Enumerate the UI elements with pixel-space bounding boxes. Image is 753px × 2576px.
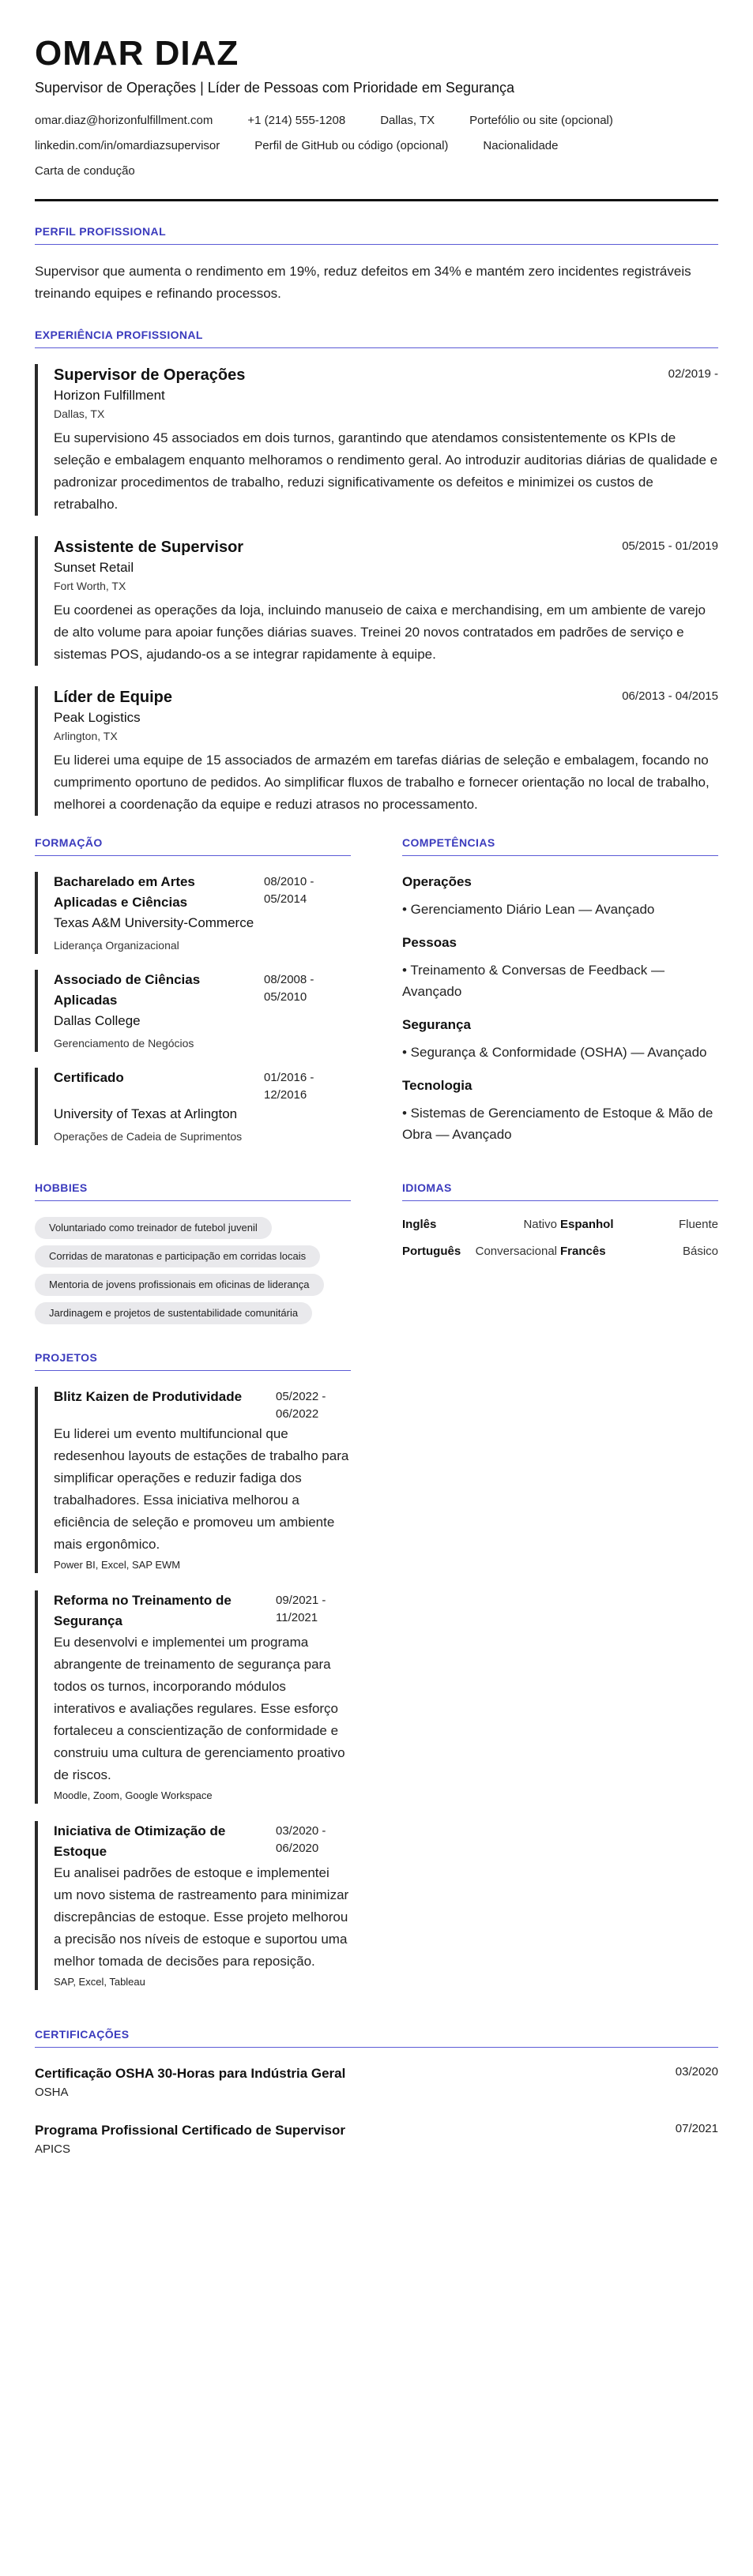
section-title: PROJETOS (35, 1351, 351, 1371)
contact-email[interactable]: omar.diaz@horizonfulfillment.com (35, 114, 213, 127)
headline: Supervisor de Operações | Líder de Pessoas com Prioridade em Segurança (35, 80, 514, 96)
project-dates: 03/2020 - 06/2020 (276, 1824, 326, 1855)
language-item (560, 1217, 718, 1233)
contact-drivers-license: Carta de condução (35, 164, 135, 178)
language-level: Conversacional (475, 1245, 557, 1258)
degree-title: Bacharelado em Artes Aplicadas e Ciências (54, 874, 195, 910)
certification-issuer: OSHA (35, 2086, 69, 2099)
education-dates: 08/2010 - 05/2014 (264, 875, 314, 906)
education-dates: 01/2016 - 12/2016 (264, 1071, 314, 1102)
job-dates: 06/2013 - 04/2015 (622, 689, 718, 703)
company-name: Sunset Retail (54, 560, 134, 575)
language-name: Inglês (402, 1218, 437, 1231)
education-dates: 08/2008 - 05/2010 (264, 973, 314, 1004)
project-description: Eu analisei padrões de estoque e implementei um novo sistema de rastreamento para minimizar discrepâncias de estoque. Esse projeto melhorou a precisão nos níveis de estoque e suportou uma melhor tomada de decisões para reposição. (54, 1865, 349, 1969)
field-of-study: Operações de Cadeia de Suprimentos (54, 1130, 243, 1143)
education-entry (35, 872, 351, 954)
skill-detail: • Treinamento & Conversas de Feedback — Avançado (402, 963, 665, 999)
section-title: CERTIFICAÇÕES (35, 2028, 718, 2048)
skill-detail: • Sistemas de Gerenciamento de Estoque & Mão de Obra — Avançado (402, 1106, 713, 1142)
certification-entry (35, 2120, 718, 2158)
company-name: Peak Logistics (54, 710, 141, 725)
language-level: Fluente (678, 1218, 718, 1231)
skill-group (402, 872, 718, 920)
hobby-tag: Corridas de maratonas e participação em corridas locais (35, 1245, 320, 1267)
job-title: Líder de Equipe (54, 689, 173, 706)
language-name: Francês (560, 1245, 606, 1258)
contact-portfolio[interactable]: Portefólio ou site (opcional) (469, 114, 613, 127)
school-name: Texas A&M University-Commerce (54, 915, 254, 930)
language-level: Básico (682, 1245, 718, 1258)
skill-group (402, 1076, 718, 1145)
project-description: Eu desenvolvi e implementei um programa abrangente de treinamento de segurança para todos os turnos, incorporando módulos interativos e avaliações regulares. Esse esforço fortaleceu a conscientização de conformidade e construiu uma cultura de gerenciamento proativo de riscos. (54, 1635, 345, 1782)
experience-entry (35, 686, 718, 816)
experience-entry (35, 536, 718, 666)
language-item (402, 1217, 560, 1233)
language-item (402, 1244, 560, 1260)
header-divider (35, 199, 718, 201)
school-name: Dallas College (54, 1013, 141, 1028)
job-dates: 05/2015 - 01/2019 (622, 539, 718, 553)
skill-category: Pessoas (402, 935, 457, 950)
contact-list (35, 112, 691, 180)
experience-entry (35, 364, 718, 516)
language-name: Espanhol (560, 1218, 614, 1231)
hobby-tag: Jardinagem e projetos de sustentabilidade comunitária (35, 1302, 312, 1324)
projects-section (35, 1351, 351, 2007)
skill-category: Segurança (402, 1017, 471, 1032)
certification-entry (35, 2063, 718, 2101)
certification-name: Certificação OSHA 30-Horas para Indústria Geral (35, 2066, 346, 2081)
language-item (560, 1244, 718, 1260)
school-name: University of Texas at Arlington (54, 1106, 238, 1121)
summary-text: Supervisor que aumenta o rendimento em 19%, reduz defeitos em 34% e mantém zero incidentes registráveis treinando equipes e refinando processos. (35, 264, 691, 301)
education-entry (35, 1068, 351, 1145)
language-name: Português (402, 1245, 461, 1258)
contact-github[interactable]: Perfil de GitHub ou código (opcional) (254, 139, 449, 152)
job-title: Supervisor de Operações (54, 366, 246, 384)
project-name: Reforma no Treinamento de Segurança (54, 1593, 232, 1628)
resume-header (35, 35, 718, 180)
project-entry (35, 1821, 351, 1990)
skill-detail: • Segurança & Conformidade (OSHA) — Avançado (402, 1045, 707, 1060)
skill-category: Tecnologia (402, 1078, 473, 1093)
section-title: EXPERIÊNCIA PROFISSIONAL (35, 329, 718, 348)
section-title: PERFIL PROFISSIONAL (35, 225, 718, 245)
degree-title: Certificado (54, 1070, 124, 1085)
field-of-study: Gerenciamento de Negócios (54, 1037, 194, 1050)
contact-phone[interactable]: +1 (214) 555-1208 (247, 114, 346, 127)
job-description: Eu coordenei as operações da loja, incluindo manuseio de caixa e merchandising, em um ambiente de varejo de alto volume para apoiar funções diárias suaves. Treinei 20 novos contratados em padrões de serviço e sistemas POS, ajudando-os a se integrar rapidamente à equipe. (54, 603, 706, 662)
project-name: Iniciativa de Otimização de Estoque (54, 1823, 226, 1859)
education-skills-row (35, 836, 718, 1161)
project-entry (35, 1590, 351, 1804)
languages-section (402, 1181, 718, 1331)
project-tools: SAP, Excel, Tableau (54, 1976, 145, 1988)
certification-name: Programa Profissional Certificado de Supervisor (35, 2123, 346, 2138)
skill-detail: • Gerenciamento Diário Lean — Avançado (402, 902, 655, 917)
candidate-name: OMAR DIAZ (35, 34, 239, 73)
project-dates: 05/2022 - 06/2022 (276, 1390, 326, 1421)
job-location: Arlington, TX (54, 730, 118, 742)
education-section (35, 836, 351, 1161)
skills-section (402, 836, 718, 1161)
project-tools: Moodle, Zoom, Google Workspace (54, 1789, 213, 1801)
project-dates: 09/2021 - 11/2021 (276, 1594, 326, 1624)
language-list (402, 1217, 718, 1260)
skill-group (402, 933, 718, 1002)
certification-issuer: APICS (35, 2142, 71, 2156)
project-entry (35, 1387, 351, 1573)
education-entry (35, 970, 351, 1052)
certifications-section (35, 2028, 718, 2158)
job-location: Dallas, TX (54, 407, 105, 420)
section-title: FORMAÇÃO (35, 836, 351, 856)
job-description: Eu supervisiono 45 associados em dois turnos, garantindo que atendamos consistentemente os KPIs de seleção e embalagem enquanto melhoramos o rendimento geral. Ao introduzir auditorias diárias de qualidade e padronizar procedimentos de trabalho, reduzi significativamente os defeitos e minimizei os custos de retrabalho. (54, 430, 718, 512)
projects-row (35, 1351, 718, 2007)
skill-category: Operações (402, 874, 472, 889)
job-location: Fort Worth, TX (54, 580, 126, 592)
certification-date: 03/2020 (675, 2065, 718, 2078)
hobbies-languages-row (35, 1181, 718, 1331)
project-name: Blitz Kaizen de Produtividade (54, 1389, 243, 1404)
skill-group (402, 1015, 718, 1063)
contact-location: Dallas, TX (380, 114, 435, 127)
certification-date: 07/2021 (675, 2122, 718, 2135)
section-title: HOBBIES (35, 1181, 351, 1201)
field-of-study: Liderança Organizacional (54, 939, 179, 952)
contact-nationality: Nacionalidade (483, 139, 559, 152)
summary-section (35, 225, 718, 305)
hobby-tag: Mentoria de jovens profissionais em oficinas de liderança (35, 1274, 324, 1296)
language-level: Nativo (523, 1218, 557, 1231)
section-title: COMPETÊNCIAS (402, 836, 718, 856)
hobby-tag: Voluntariado como treinador de futebol juvenil (35, 1217, 272, 1239)
degree-title: Associado de Ciências Aplicadas (54, 972, 201, 1008)
experience-section (35, 329, 718, 816)
job-title: Assistente de Supervisor (54, 539, 244, 556)
contact-linkedin[interactable]: linkedin.com/in/omardiazsupervisor (35, 139, 220, 152)
section-title: IDIOMAS (402, 1181, 718, 1201)
project-tools: Power BI, Excel, SAP EWM (54, 1559, 181, 1571)
job-dates: 02/2019 - (668, 367, 718, 381)
hobbies-section (35, 1181, 351, 1331)
job-description: Eu liderei uma equipe de 15 associados de armazém em tarefas diárias de seleção e embalagem, focando no cumprimento oportuno de pedidos. Ao simplificar fluxos de trabalho e fornecer orientação no local de trabalho, melhorei a coordenação da equipe e reduzi atrasos no processamento. (54, 753, 710, 812)
company-name: Horizon Fulfillment (54, 388, 165, 403)
project-description: Eu liderei um evento multifuncional que redesenhou layouts de estações de trabalho para simplificar operações e reduzir fadiga dos trabalhadores. Essa iniciativa melhorou a eficiência de seleção e promoveu um ambiente mais ergonômico. (54, 1426, 349, 1552)
